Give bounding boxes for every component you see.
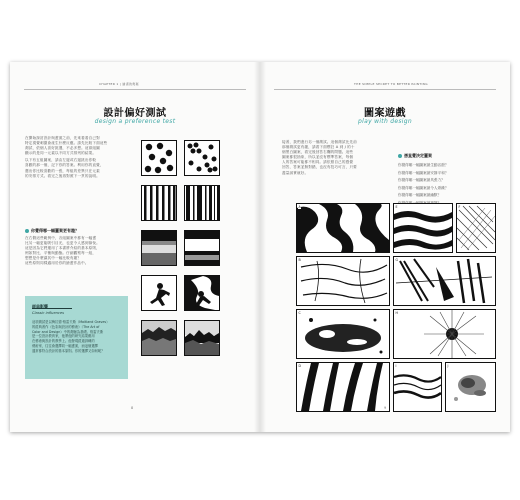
pattern-panel-i — [393, 362, 442, 412]
panel-label: G — [395, 257, 398, 262]
pattern-panel-f — [456, 203, 496, 253]
pattern-figure-static — [141, 275, 177, 311]
pattern-panel-d — [296, 362, 390, 412]
running-head: THE SIMPLE SECRET TO BETTER PAINTING — [354, 82, 428, 86]
left-page — [10, 62, 260, 432]
bullet-dot — [25, 229, 29, 233]
page-title: 圖案遊戲 — [364, 108, 406, 119]
pattern-dots-clustered — [184, 140, 220, 176]
panel-label: A — [298, 204, 301, 209]
textbox-body: 這項測試是以梅拉德·格雷夫斯（Maitland Graves） 的經典著作《色彩與設計的藝術》（The Art of Color and Design）中的測驗為基礎。格雷夫斯 是一位設計教育家，他將他的研究結果應用 在藝術與設計的教學上。他發現經過訓練的 藝術家，往往會選擇同一幅畫面，而這個選擇 通常都符合設計的基本原則。你的選擇又如何呢？ — [32, 320, 110, 353]
question-item: 你覺得哪一幅圖案最幽默？ — [398, 193, 442, 198]
textbox-subtitle: Classic influences — [32, 311, 64, 315]
book-gutter — [254, 62, 266, 432]
header-rule — [274, 89, 496, 90]
pattern-figure-dynamic — [184, 275, 220, 311]
page-subtitle: design a preference test — [94, 118, 176, 125]
pattern-dots-sparse — [141, 140, 177, 176]
panel-label: D — [298, 363, 301, 368]
intro-text: 接著，我們進行另一個測試。這個測試比先前 那個測試更有趣，請看下面標註 A 到 J 的十 個黑白圖案，看完後回答右欄的問題。這些 圖案都很抽象，所以並沒有標準答案，每個 人的答案可能都不相同。請依照自己的感覺 回答，答案並無對錯，也沒有技巧可言，只要 盡量誠實就好。 — [282, 140, 357, 175]
pattern-panel-j — [445, 362, 496, 412]
intro-text: 在開始探討設計與畫面之前，先來看看自己對 特定視覺刺激會產生什麼反應。請先比較下面這些 測試，依個人喜好挑選，不必多想。這兩組圖 顯示的是同一元素以不同方式排列的結果。 以下有五組圖案，請由左邊或右邊挑出你較 喜歡的那一個，記下你的答案。利用你的直覺， 選出你比較喜歡的一張，每組的差異只在元素 的安排方式。看完之後再對照下一頁的說明。 — [25, 136, 108, 178]
section-text: 在右側這些範例中，各組圖案中都有一幅畫 比另一幅更能吸引目光，也更令人感到愉悅。 這是因為它們運用了本書將介紹的基本原則， 例如對比、平衡與動態。仔細觀察每一組， 想想是什麼讓其中一幅比較有趣？ 這些原則同樣適用於你的繪畫作品中。 — [25, 236, 100, 266]
pattern-tonal-contrast — [184, 230, 220, 266]
question-item: 你覺得哪一幅圖案最具張力？ — [398, 178, 445, 183]
running-head: CHAPTER 1 | 繪畫的奧秘 — [99, 82, 139, 86]
page-number: 9 — [384, 406, 387, 410]
questions-heading: 憑直覺決定圖案 — [398, 153, 498, 159]
question-item: 你覺得哪一幅圖案最安靜平和？ — [398, 170, 449, 175]
page-subtitle: play with design — [358, 118, 412, 125]
panel-label: J — [447, 363, 449, 368]
panel-label: H — [395, 310, 398, 315]
panel-label: C — [298, 310, 301, 315]
right-page — [260, 62, 510, 432]
page-number: 8 — [131, 406, 134, 410]
sidebar-textbox — [25, 296, 128, 379]
section-heading: 你覺得哪一幅圖案更有趣？ — [25, 228, 79, 234]
page-title: 設計偏好測試 — [103, 108, 167, 119]
pattern-panel-g — [393, 256, 496, 306]
pattern-panel-e — [393, 203, 453, 253]
pattern-stripes-varied — [184, 185, 220, 221]
pattern-stripes-even — [141, 185, 177, 221]
textbox-title: 經典影響 — [32, 304, 48, 309]
pattern-tonal-flat — [141, 230, 177, 266]
pattern-panel-b — [296, 256, 390, 306]
panel-label: F — [458, 204, 461, 209]
pattern-landscape-varied — [184, 320, 220, 356]
question-item: 你覺得哪一幅圖案最令人煩躁？ — [398, 185, 449, 190]
textbox-rule — [32, 308, 72, 309]
header-rule — [24, 89, 246, 90]
panel-label: I — [395, 363, 397, 368]
pattern-panel-h — [393, 309, 496, 359]
question-item: 你覺得哪一幅圖案最生動活潑？ — [398, 163, 449, 167]
pattern-panel-c — [296, 309, 390, 359]
panel-label: B — [298, 257, 301, 262]
bullet-dot — [398, 154, 402, 158]
pattern-landscape-flat — [141, 320, 177, 356]
pattern-panel-a — [296, 203, 390, 253]
panel-label: E — [395, 204, 398, 209]
book-spread — [10, 62, 510, 432]
